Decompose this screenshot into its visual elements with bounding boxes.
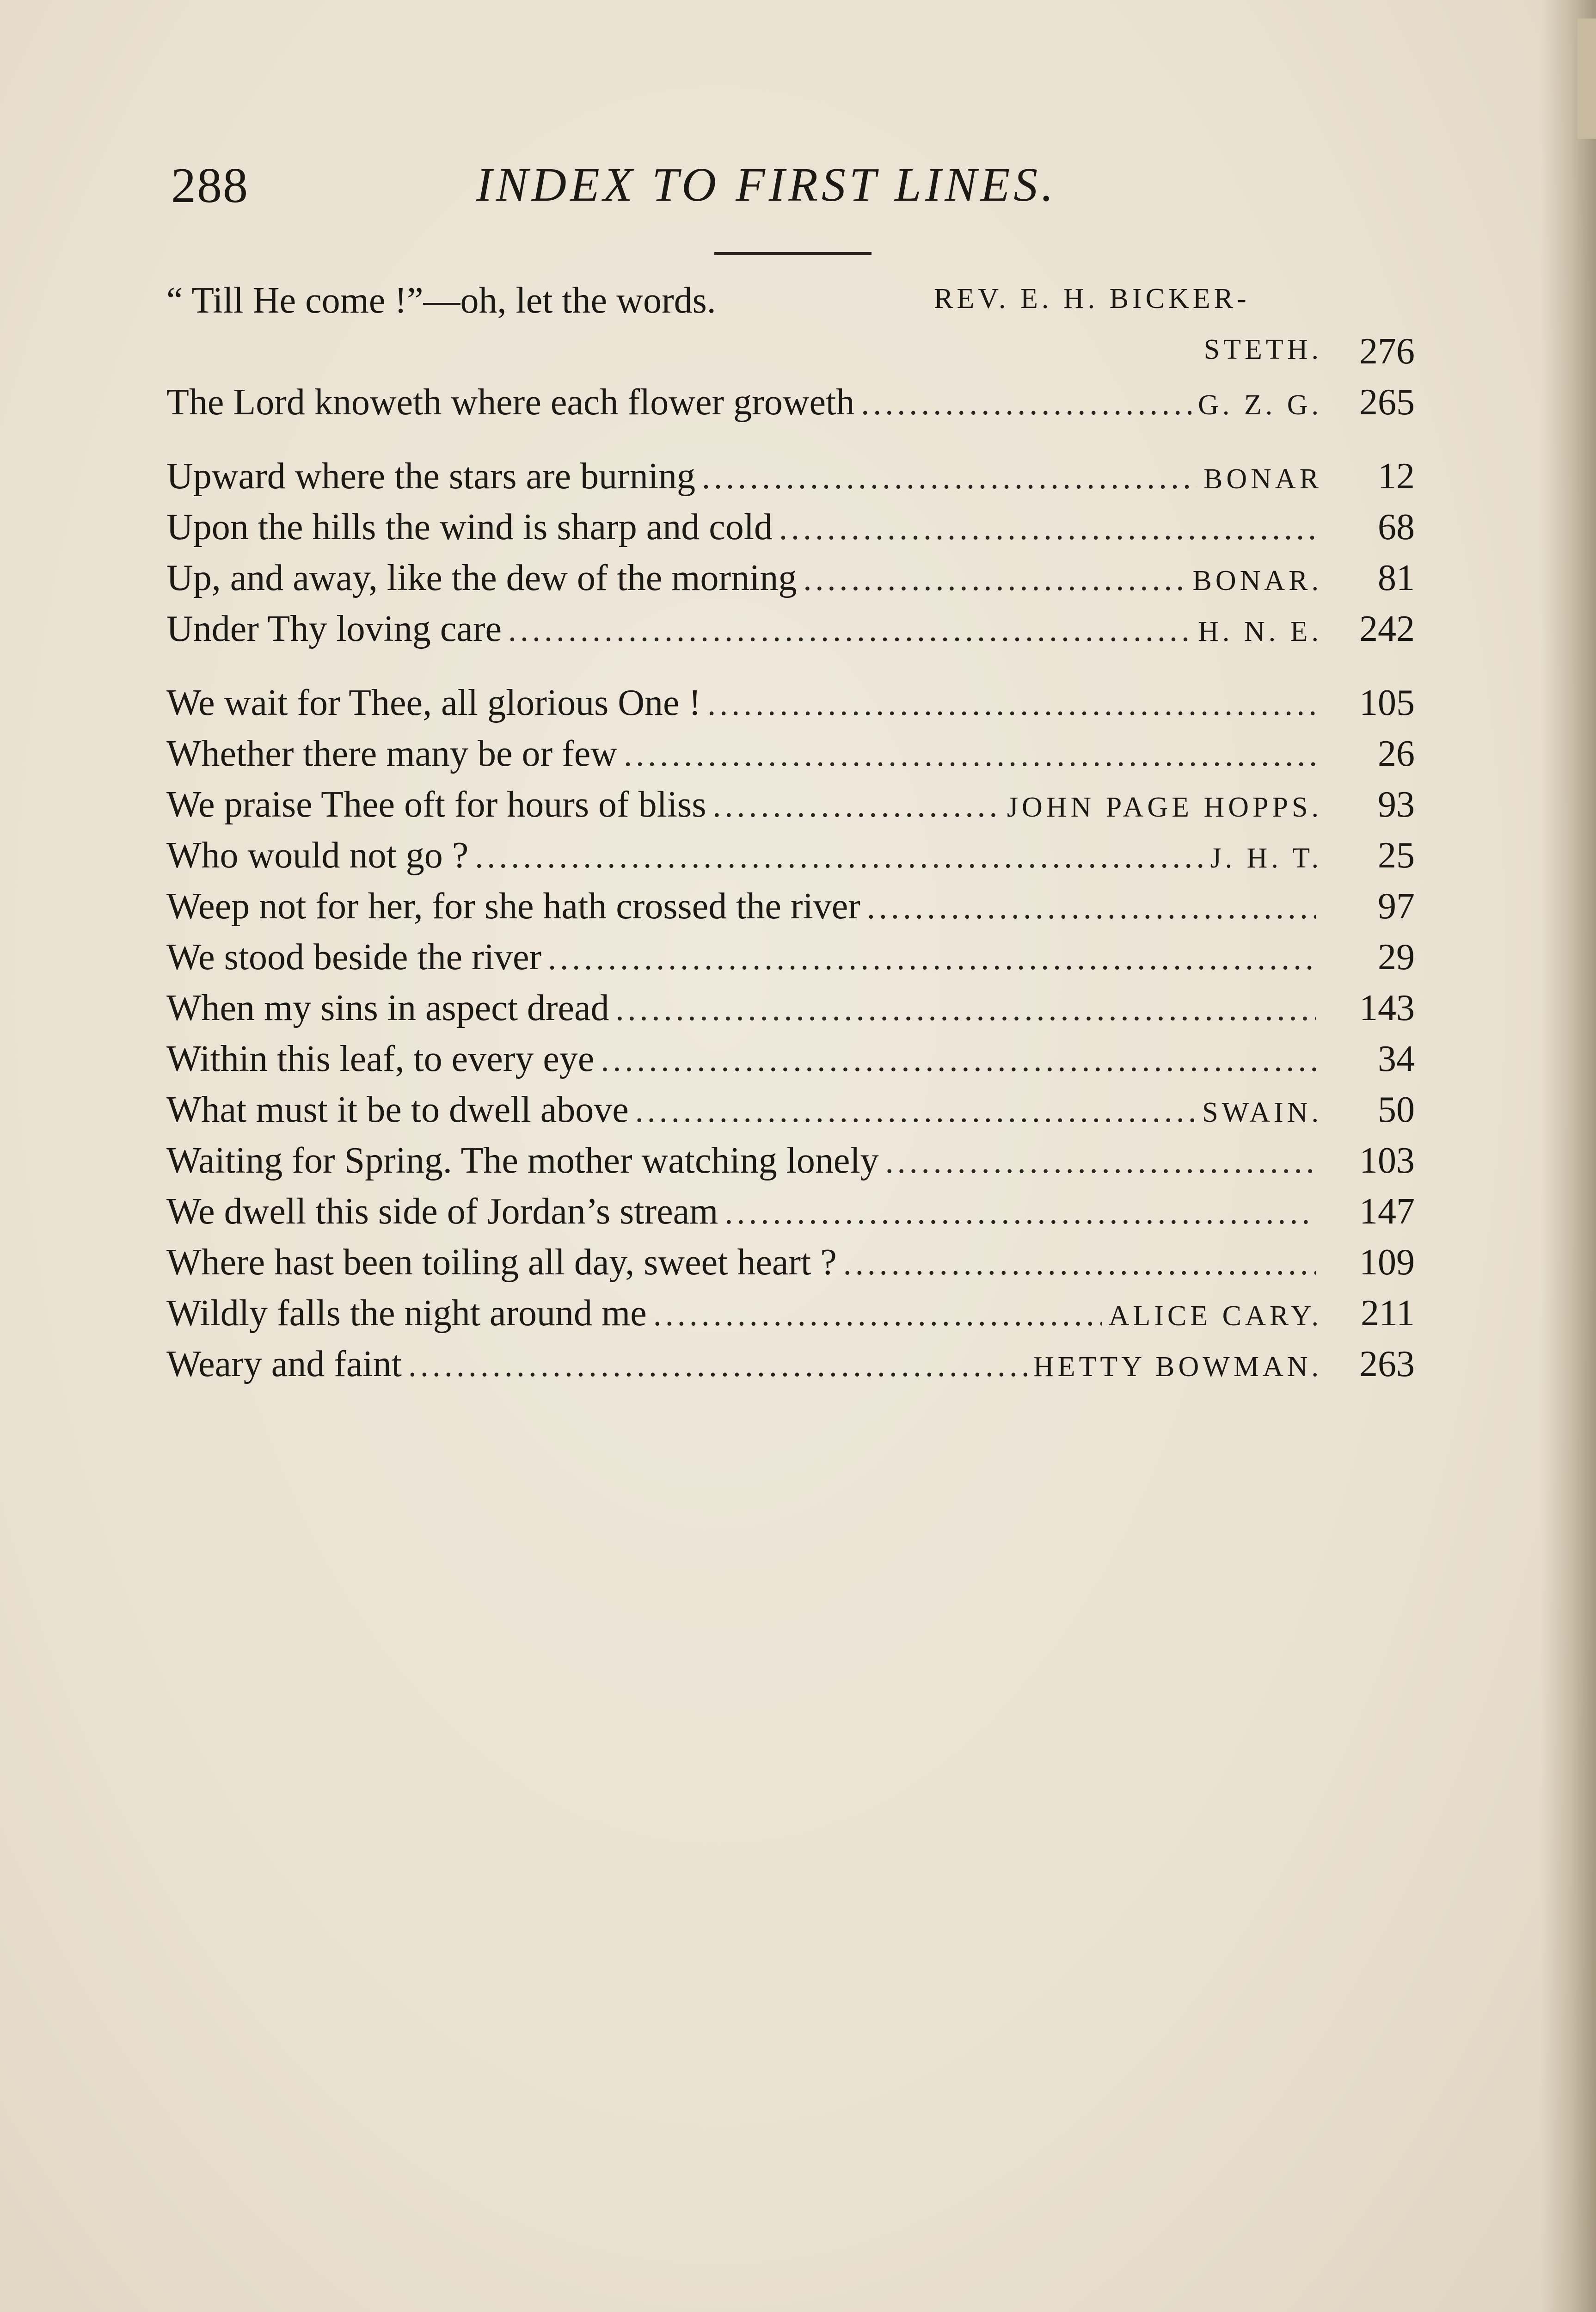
index-entry (166, 455, 1415, 506)
dot-leader (885, 1143, 1316, 1181)
entry-first-line: Upon the hills the wind is sharp and cold (166, 507, 773, 547)
dot-leader (616, 990, 1316, 1028)
dot-leader (548, 939, 1316, 978)
index-entry (166, 987, 1415, 1038)
index-entry (166, 784, 1415, 835)
index-entry (166, 885, 1415, 936)
dot-leader (867, 888, 1316, 927)
entry-first-line: What must it be to dwell above (166, 1089, 629, 1130)
entry-author: ALICE CARY. (1108, 1300, 1322, 1332)
entry-page-number: 211 (1360, 1293, 1415, 1334)
index-entry (166, 280, 1415, 381)
entry-first-line: When my sins in aspect dread (166, 988, 609, 1028)
entry-author: G. Z. G. (1198, 389, 1322, 421)
dot-leader (712, 787, 1001, 825)
entry-page-number: 103 (1359, 1140, 1415, 1181)
index-entry (166, 1242, 1415, 1292)
entry-first-line: We wait for Thee, all glorious One ! (166, 683, 701, 723)
dot-leader (803, 560, 1186, 598)
entry-page-number: 109 (1359, 1242, 1415, 1283)
dot-leader (508, 611, 1191, 649)
index-entry (166, 1191, 1415, 1242)
index-entry (166, 682, 1415, 733)
index-entry (166, 1292, 1415, 1343)
entry-first-line: Who would not go ? (166, 835, 469, 876)
entry-page-number: 242 (1359, 609, 1415, 649)
entry-first-line: Within this leaf, to every eye (166, 1039, 595, 1079)
entry-page-number: 265 (1359, 382, 1415, 423)
entry-author: HETTY BOWMAN. (1033, 1351, 1322, 1383)
index-entry (166, 1089, 1415, 1140)
entry-author: REV. E. H. BICKER- (934, 283, 1250, 314)
dot-leader (635, 1092, 1196, 1130)
dot-leader (724, 1193, 1316, 1232)
entry-page-number: 12 (1378, 456, 1415, 497)
dot-leader (702, 458, 1197, 497)
entry-first-line: Upward where the stars are burning (166, 456, 696, 497)
entry-author: BONAR. (1192, 565, 1322, 596)
running-title: INDEX TO FIRST LINES. (476, 158, 1057, 211)
entry-page-number: 147 (1359, 1191, 1415, 1232)
entry-page-number: 25 (1378, 835, 1415, 876)
entry-page-number: 93 (1378, 784, 1415, 825)
entry-first-line: We dwell this side of Jordan’s stream (166, 1191, 718, 1232)
page-gutter-shadow (1541, 0, 1596, 2312)
entry-page-number: 143 (1359, 988, 1415, 1028)
dot-leader (601, 1041, 1316, 1079)
index-entry (166, 1038, 1415, 1089)
dot-leader (779, 509, 1316, 547)
entry-page-number: 105 (1359, 683, 1415, 723)
dot-leader (624, 736, 1316, 774)
entry-page-number: 68 (1378, 507, 1415, 547)
page-header (171, 157, 1410, 227)
dot-leader (843, 1244, 1316, 1283)
entry-first-line: Under Thy loving care (166, 609, 502, 649)
index-entry (166, 1343, 1415, 1394)
entry-first-line: Up, and away, like the dew of the morning (166, 558, 797, 598)
index-entry (166, 1140, 1415, 1191)
entry-first-line: We stood beside the river (166, 937, 542, 978)
index-entries (166, 280, 1415, 1394)
index-entry (166, 381, 1415, 432)
entry-page-number: 263 (1359, 1344, 1415, 1384)
index-entry (166, 835, 1415, 885)
entry-first-line: The Lord knoweth where each flower groweth (166, 382, 855, 423)
entry-author: H. N. E. (1198, 616, 1322, 647)
dot-leader (475, 837, 1203, 876)
entry-author: J. H. T. (1210, 842, 1322, 874)
entry-page-number: 276 (1359, 331, 1415, 372)
page-number: 288 (171, 158, 249, 213)
index-entry (166, 557, 1415, 608)
entry-first-line: Whether there many be or few (166, 733, 618, 774)
index-entry (166, 506, 1415, 557)
entry-first-line: Wildly falls the night around me (166, 1293, 647, 1334)
entry-author: STETH. (1203, 334, 1322, 365)
dot-leader (408, 1346, 1027, 1384)
entry-author: JOHN PAGE HOPPS. (1007, 792, 1322, 823)
dot-leader (707, 685, 1316, 723)
dot-leader (653, 1295, 1102, 1334)
entry-page-number: 97 (1378, 886, 1415, 927)
entry-author: SWAIN. (1202, 1097, 1322, 1128)
header-rule (714, 252, 872, 255)
entry-first-line: We praise Thee oft for hours of bliss (166, 784, 706, 825)
entry-first-line: Where hast been toiling all day, sweet heart ? (166, 1242, 837, 1283)
entry-first-line: Weary and faint (166, 1344, 402, 1384)
entry-page-number: 81 (1378, 558, 1415, 598)
entry-author: BONAR (1203, 463, 1322, 495)
entry-first-line: Weep not for her, for she hath crossed the river (166, 886, 860, 927)
index-entry (166, 936, 1415, 987)
page-edge (1578, 18, 1596, 139)
entry-page-number: 26 (1378, 733, 1415, 774)
entry-first-line: Waiting for Spring. The mother watching lonely (166, 1140, 879, 1181)
dot-leader (861, 384, 1191, 423)
entry-page-number: 29 (1378, 937, 1415, 978)
entry-page-number: 50 (1378, 1089, 1415, 1130)
entry-page-number: 34 (1378, 1039, 1415, 1079)
entry-first-line: “ Till He come !”—oh, let the words. (166, 280, 716, 321)
index-entry (166, 608, 1415, 659)
index-entry (166, 733, 1415, 784)
